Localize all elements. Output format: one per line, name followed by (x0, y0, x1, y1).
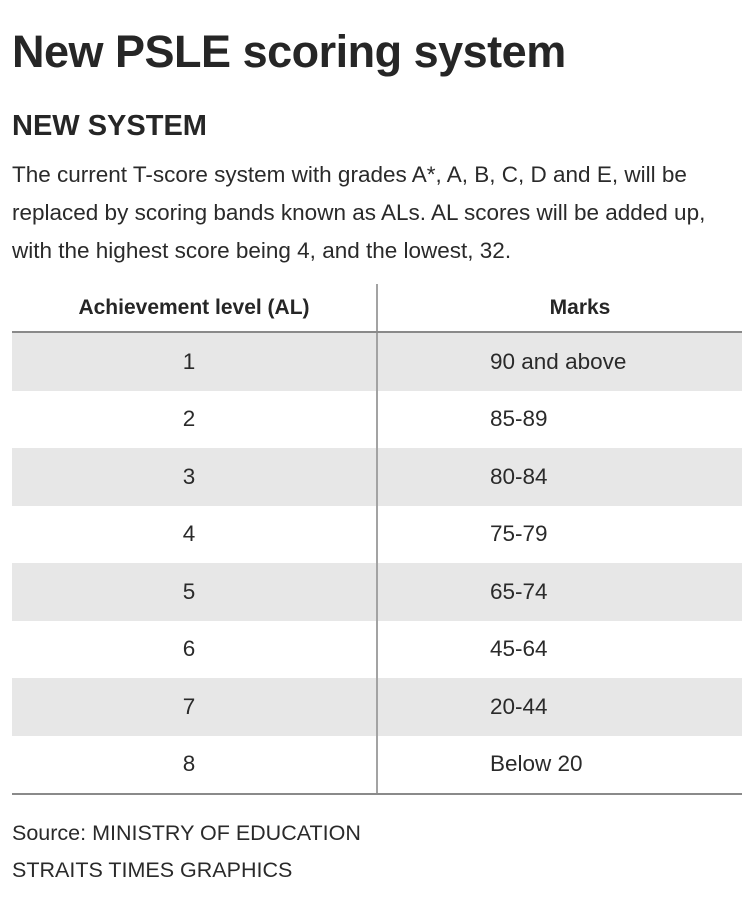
table-row (12, 563, 742, 621)
header-achievement-level: Achievement level (AL) (12, 284, 377, 332)
table-header-row (12, 284, 742, 332)
page-title: New PSLE scoring system (12, 26, 566, 77)
marks-cell: Below 20 (377, 736, 742, 795)
table-row (12, 506, 742, 564)
source-credit (12, 815, 361, 889)
al-cell: 4 (12, 506, 377, 564)
al-cell: 6 (12, 621, 377, 679)
al-cell: 8 (12, 736, 377, 795)
table-row (12, 332, 742, 391)
credit-line: STRAITS TIMES GRAPHICS (12, 858, 293, 882)
marks-cell: 85-89 (377, 391, 742, 449)
marks-cell: 90 and above (377, 332, 742, 391)
marks-cell: 45-64 (377, 621, 742, 679)
marks-cell: 75-79 (377, 506, 742, 564)
intro-paragraph: The current T-score system with grades A*, A, B, C, D and E, will be replaced by scoring bands known as ALs. AL scores will be added up, with the highest score being 4, and the lowest, 32. (12, 162, 706, 263)
al-cell: 1 (12, 332, 377, 391)
al-cell: 5 (12, 563, 377, 621)
scoring-table-container (12, 284, 742, 795)
al-cell: 7 (12, 678, 377, 736)
source-line: Source: MINISTRY OF EDUCATION (12, 821, 361, 845)
marks-cell: 65-74 (377, 563, 742, 621)
table-row (12, 736, 742, 795)
table-row (12, 678, 742, 736)
table-row (12, 391, 742, 449)
marks-cell: 20-44 (377, 678, 742, 736)
table-row (12, 621, 742, 679)
header-marks: Marks (377, 284, 742, 332)
al-cell: 3 (12, 448, 377, 506)
section-heading: NEW SYSTEM (12, 110, 207, 142)
marks-cell: 80-84 (377, 448, 742, 506)
scoring-table (12, 284, 742, 795)
al-cell: 2 (12, 391, 377, 449)
table-row (12, 448, 742, 506)
